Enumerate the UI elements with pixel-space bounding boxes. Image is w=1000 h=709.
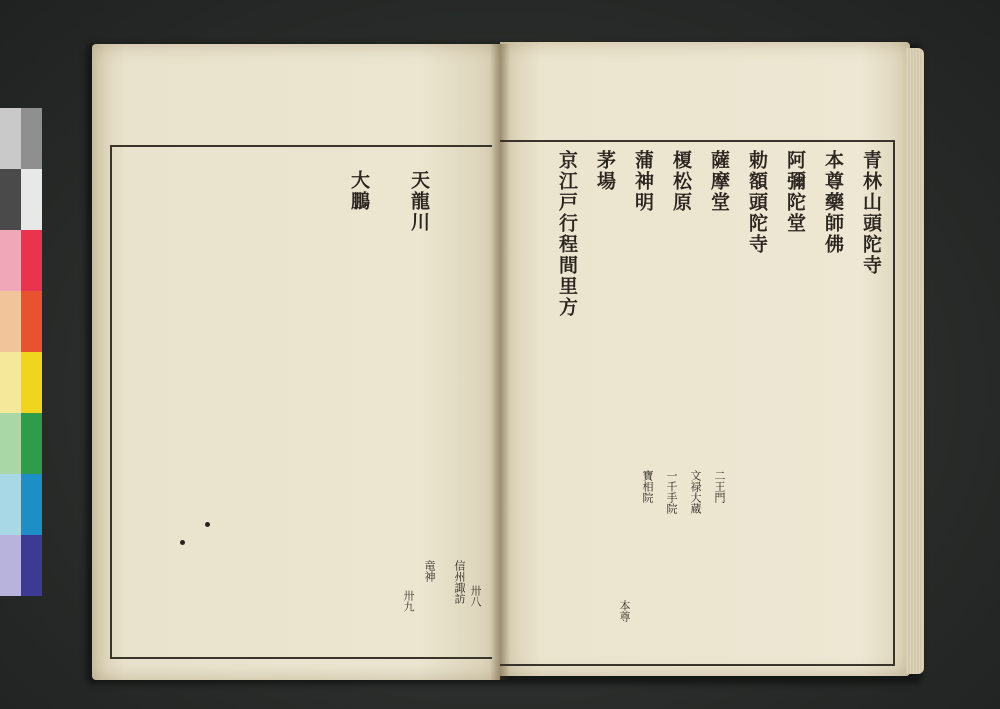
page-edges [906, 48, 924, 674]
right-heading-4: 薩摩堂 [708, 150, 730, 213]
right-heading-5: 榎松原 [670, 150, 692, 213]
right-note-2: 一千手院 [665, 470, 678, 514]
color-patch [21, 230, 42, 291]
color-patch [0, 230, 21, 291]
right-heading-2: 阿彌陀堂 [784, 150, 806, 234]
right-note-0: 二王門 [713, 470, 726, 503]
color-patch [21, 474, 42, 535]
right-heading-0: 青林山頭陀寺 [860, 150, 882, 276]
left-heading-0: 天龍川 [408, 170, 430, 233]
right-note-1: 文禄大蔵 [689, 470, 702, 514]
right-heading-7: 茅場 [594, 150, 616, 192]
color-patch [0, 474, 21, 535]
color-patch [21, 352, 42, 413]
color-patch [0, 413, 21, 474]
color-calibration-strip [0, 108, 42, 596]
color-patch [0, 535, 21, 596]
color-patch [0, 291, 21, 352]
color-patch [0, 169, 21, 230]
left-folio-label-1: 卅八 [469, 585, 482, 607]
color-patch [0, 108, 21, 169]
right-heading-8: 京江戸行程間里方 [556, 150, 578, 318]
left-note-0: 信州諏訪 [453, 560, 466, 604]
right-note-3: 寶相院 [641, 470, 654, 503]
left-note-1: 竜神 [423, 560, 436, 582]
right-heading-6: 蒲神明 [632, 150, 654, 213]
right-folio-label: 本尊 [618, 600, 631, 622]
color-patch [21, 169, 42, 230]
color-patch [21, 535, 42, 596]
left-heading-1: 大鵬 [348, 170, 370, 212]
left-folio-label-2: 卅九 [402, 590, 415, 612]
right-heading-3: 勅額頭陀寺 [746, 150, 768, 255]
color-patch [0, 352, 21, 413]
color-patch [21, 413, 42, 474]
binding-hole [180, 540, 185, 545]
color-patch [21, 291, 42, 352]
color-patch [21, 108, 42, 169]
binding-hole [205, 522, 210, 527]
right-heading-1: 本尊藥師佛 [822, 150, 844, 255]
